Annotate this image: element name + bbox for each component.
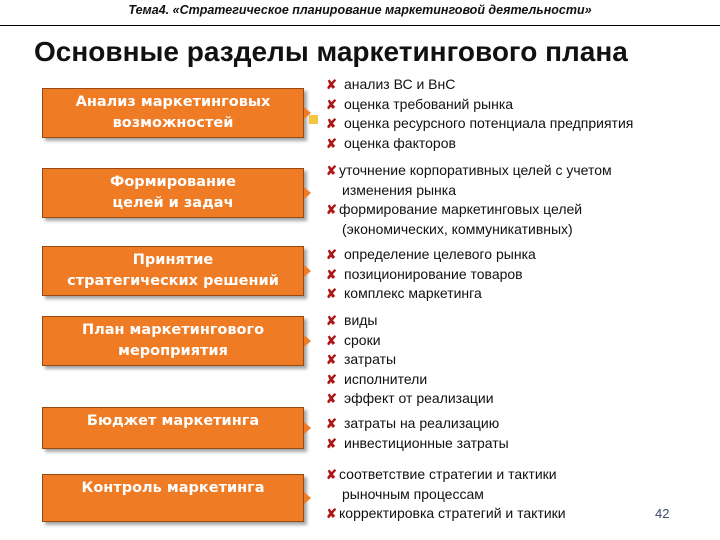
x-mark-icon: ✘ — [326, 435, 337, 451]
item-text: позиционирование товаров — [344, 265, 523, 282]
x-mark-icon: ✘ — [326, 506, 337, 521]
section-label-line: возможностей — [112, 115, 234, 131]
list-item — [326, 350, 494, 370]
x-mark-icon: ✘ — [326, 332, 337, 348]
section-label-box — [42, 88, 304, 138]
section-label-line: Формирование — [109, 174, 237, 190]
x-mark-icon: ✘ — [326, 266, 337, 282]
section-items-strategy — [326, 245, 536, 304]
x-mark-icon: ✘ — [326, 77, 337, 92]
item-text: исполнители — [344, 370, 428, 387]
section-label-line: Контроль маркетинга — [81, 480, 265, 496]
list-item — [326, 284, 536, 304]
x-mark-icon: ✘ — [326, 313, 337, 328]
item-text: анализ ВС и ВнС — [344, 76, 456, 92]
section-label-line: целей и задач — [112, 195, 234, 211]
item-text: сроки — [344, 331, 381, 348]
box-arrow-notch — [304, 492, 311, 504]
slide-title: Основные разделы маркетингового плана — [34, 36, 628, 67]
section-action-plan — [42, 316, 304, 366]
box-arrow-notch — [304, 335, 311, 347]
section-label-box — [42, 474, 304, 522]
box-arrow-notch — [304, 107, 311, 119]
list-item — [326, 245, 536, 265]
section-label-line: Принятие — [132, 252, 214, 268]
list-item — [326, 311, 494, 331]
item-text: затраты на реализацию — [344, 415, 500, 431]
item-text: инвестиционные затраты — [344, 434, 509, 451]
list-item — [326, 370, 494, 390]
slide-topic: Тема4. «Стратегическое планирование маркетинговой деятельности» — [128, 3, 592, 17]
item-text: виды — [344, 312, 378, 328]
section-label-box — [42, 168, 304, 218]
item-text: затраты — [344, 351, 397, 367]
list-item — [326, 200, 612, 239]
section-label-box — [42, 407, 304, 449]
list-item — [326, 75, 633, 95]
box-arrow-notch — [304, 422, 311, 434]
x-mark-icon: ✘ — [326, 163, 337, 178]
item-text: определение целевого рынка — [344, 246, 536, 262]
x-mark-icon: ✘ — [326, 116, 337, 131]
box-arrow-notch — [304, 187, 311, 199]
section-strategy — [42, 246, 304, 296]
item-text-continued: изменения рынка — [342, 181, 456, 198]
list-item — [326, 114, 633, 134]
list-item — [326, 504, 566, 524]
item-text: эффект от реализации — [344, 390, 494, 406]
item-text: оценка требований рынка — [344, 95, 514, 112]
item-text-continued: (экономических, коммуникативных) — [342, 220, 573, 237]
item-text-continued: рыночным процессам — [342, 485, 484, 502]
item-text: оценка факторов — [344, 134, 456, 151]
section-goals — [42, 168, 304, 218]
list-item — [326, 414, 509, 434]
list-item — [326, 161, 612, 200]
item-text: корректировка стратегий и тактики — [339, 505, 566, 521]
x-mark-icon: ✘ — [326, 286, 337, 301]
section-label-line: Анализ маркетинговых — [75, 94, 271, 110]
section-items-budget — [326, 414, 509, 453]
section-label-box — [42, 246, 304, 296]
list-item — [326, 434, 509, 454]
page-number: 42 — [655, 506, 670, 521]
item-text: оценка ресурсного потенциала предприятия — [344, 115, 634, 131]
x-mark-icon: ✘ — [326, 96, 337, 112]
section-label-line: План маркетингового — [81, 322, 265, 338]
list-item — [326, 389, 494, 409]
list-item — [326, 465, 566, 504]
section-label-line: Бюджет маркетинга — [86, 413, 260, 429]
section-items-analysis — [326, 75, 633, 153]
x-mark-icon: ✘ — [326, 247, 337, 262]
section-label-line: мероприятия — [118, 343, 228, 359]
section-control — [42, 474, 304, 522]
x-mark-icon: ✘ — [326, 202, 337, 217]
section-items-goals — [326, 161, 612, 239]
x-mark-icon: ✘ — [326, 467, 337, 482]
x-mark-icon: ✘ — [326, 416, 337, 431]
section-label-box — [42, 316, 304, 366]
section-label-line: стратегических решений — [67, 273, 279, 289]
section-items-control — [326, 465, 566, 524]
item-text: уточнение корпоративных целей с учетом — [339, 162, 612, 178]
item-text: комплекс маркетинга — [344, 285, 482, 301]
x-mark-icon: ✘ — [326, 371, 337, 387]
x-mark-icon: ✘ — [326, 135, 337, 151]
item-text: соответствие стратегии и тактики — [339, 466, 557, 482]
list-item — [326, 134, 633, 154]
box-arrow-notch — [304, 265, 311, 277]
item-text: формирование маркетинговых целей — [339, 201, 583, 217]
list-item — [326, 265, 536, 285]
x-mark-icon: ✘ — [326, 391, 337, 406]
list-item — [326, 331, 494, 351]
section-budget — [42, 407, 304, 449]
list-item — [326, 95, 633, 115]
section-analysis — [42, 88, 304, 138]
section-items-action-plan — [326, 311, 494, 409]
x-mark-icon: ✘ — [326, 352, 337, 367]
slide-header-bar — [0, 0, 720, 26]
